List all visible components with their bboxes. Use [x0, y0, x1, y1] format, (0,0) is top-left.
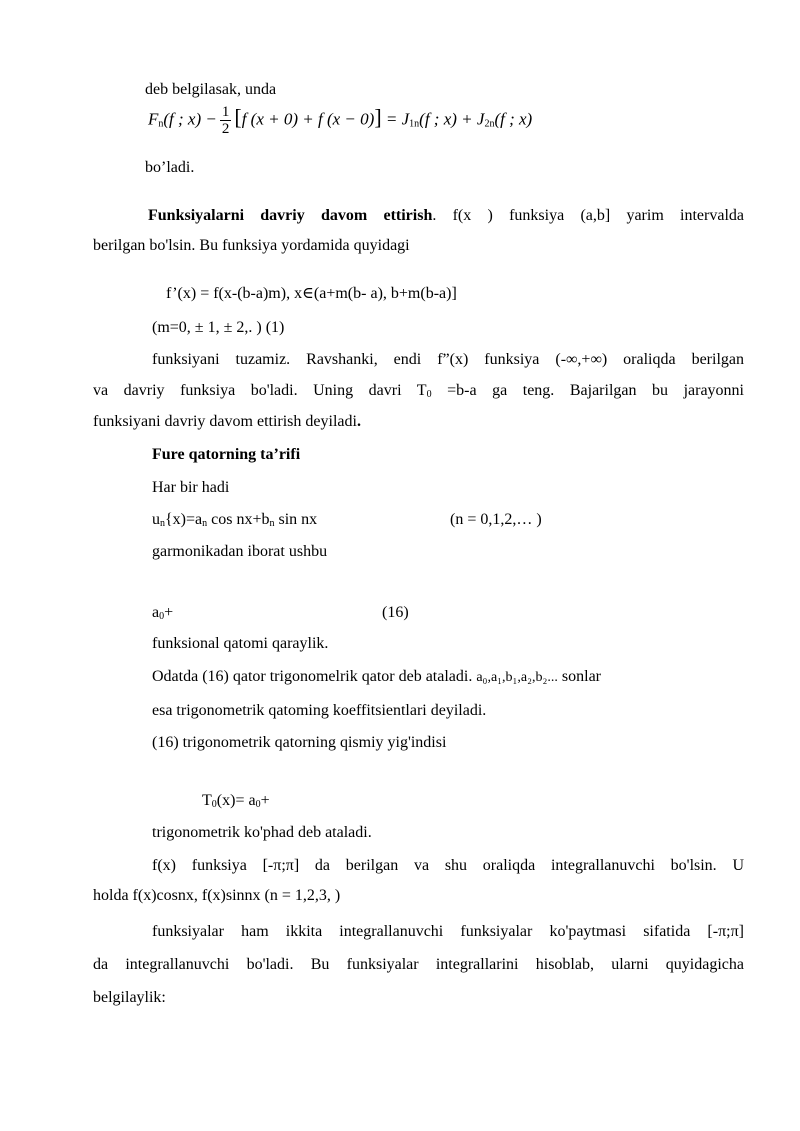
intro-line-1: deb belgilasak, unda	[145, 81, 277, 98]
formula-lhs-f: F	[148, 109, 159, 129]
equation-number-16: (16)	[382, 604, 409, 621]
formula-j1-args: (f ; x) + J	[419, 109, 485, 129]
harmonic-formula	[152, 510, 317, 530]
bracket-close: ]	[374, 104, 382, 130]
bracket-open: [	[234, 104, 242, 130]
section2-line-7: esa trigonometrik qatoming koeffitsientlari deyiladi.	[152, 702, 487, 719]
partial-sum-t0	[202, 791, 270, 811]
section1-paragraph-2	[93, 381, 744, 401]
section1-paragraph-1: funksiyani tuzamiz. Ravshanki, endi f”(x) funksiya (-∞,+∞) oraliqda berilgan	[152, 351, 744, 368]
section2-line-11: f(x) funksiya [-π;π] da berilgan va shu oraliqda integrallanuvchi bo'lsin. U	[152, 857, 744, 874]
formula-j1-sub: 1n	[409, 118, 420, 130]
section2-line-5: funksional qatomi qaraylik.	[152, 635, 329, 652]
section1-line-2: berilgan bo'lsin. Bu funksiya yordamida quyidagi	[93, 237, 410, 254]
section1-p3-dot: .	[356, 413, 361, 430]
period-text-a: va davriy funksiya bo'ladi. Uning davri T	[93, 382, 427, 399]
coefficients-list: a₀,a₁,b₁,a₂,b₂...	[476, 670, 558, 685]
section2-line-10: trigonometrik ko'phad deb ataladi.	[152, 824, 372, 841]
section2-line-3: garmonikadan iborat ushbu	[152, 543, 328, 560]
section1-title: Funksiyalarni davriy davom ettirish	[148, 207, 433, 224]
formula-eq-j: = J	[385, 109, 410, 129]
section1-p3-text: funksiyani davriy davom ettirish deyiladi	[93, 413, 357, 430]
t0-sub2: 0	[255, 799, 261, 810]
t0-sub: 0	[211, 799, 217, 810]
un-sub2: n	[202, 518, 208, 529]
t0-a: T	[202, 792, 212, 809]
series-a0	[152, 603, 173, 623]
section1-paragraph-3	[93, 412, 361, 432]
section1-first-line	[148, 206, 744, 226]
equation-1-index: (m=0, ± 1, ± 2,. ) (1)	[152, 319, 285, 336]
harmonic-range: (n = 0,1,2,… )	[450, 511, 542, 528]
intro-line-2: bo’ladi.	[145, 159, 195, 176]
t0-b: (x)= a	[216, 792, 256, 809]
a0-b: +	[164, 604, 174, 621]
un-c: cos nx+b	[207, 511, 270, 528]
un-a: u	[152, 511, 160, 528]
section2-line-14: da integrallanuvchi bo'ladi. Bu funksiyalar integrallarini hisoblab, ularni quyidagicha	[93, 956, 744, 973]
fraction-denominator: 2	[221, 121, 230, 137]
section1-title-tail: . f(x ) funksiya (a,b] yarim intervalda	[432, 207, 744, 224]
un-d: sin nx	[274, 511, 318, 528]
section2-title: Fure qatorning ta’rifi	[152, 446, 301, 463]
equation-1: f’(x) = f(x-(b-a)m), x∈(a+m(b- a), b+m(b-a)]	[166, 285, 457, 302]
formula-j2-args: (f ; x)	[494, 109, 533, 129]
section2-line-13: funksiyalar ham ikkita integrallanuvchi funksiyalar ko'paytmasi sifatida [-π;π]	[152, 923, 744, 940]
formula-fn	[148, 104, 532, 148]
formula-j2-sub: 2n	[484, 118, 495, 130]
formula-lhs-args: (f ; x) −	[163, 109, 217, 129]
section2-line-1: Har bir hadi	[152, 479, 230, 496]
fraction-numerator: 1	[221, 104, 230, 120]
formula-f-sum: f (x + 0) + f (x − 0)	[241, 109, 375, 129]
un-b: {x)=a	[165, 511, 203, 528]
l6-b: sonlar	[557, 668, 601, 685]
period-sub: 0	[426, 389, 432, 400]
section2-line-15: belgilaylik:	[93, 989, 166, 1006]
a0-sub: 0	[159, 611, 165, 622]
section2-line-6	[152, 667, 601, 688]
formula-fraction	[220, 104, 232, 137]
un-sub3: n	[269, 518, 275, 529]
section2-line-12: holda f(x)cosnx, f(x)sinnx (n = 1,2,3, )	[93, 887, 341, 904]
section2-line-8: (16) trigonometrik qatorning qismiy yig'indisi	[152, 734, 447, 751]
formula-lhs-sub: n	[158, 118, 164, 130]
a0-a: a	[152, 604, 160, 621]
t0-c: +	[260, 792, 270, 809]
l6-a: Odatda (16) qator trigonomelrik qator deb ataladi.	[152, 668, 477, 685]
un-sub1: n	[160, 518, 165, 529]
period-text-b: =b-a ga teng. Bajarilgan bu jarayonni	[431, 382, 744, 399]
